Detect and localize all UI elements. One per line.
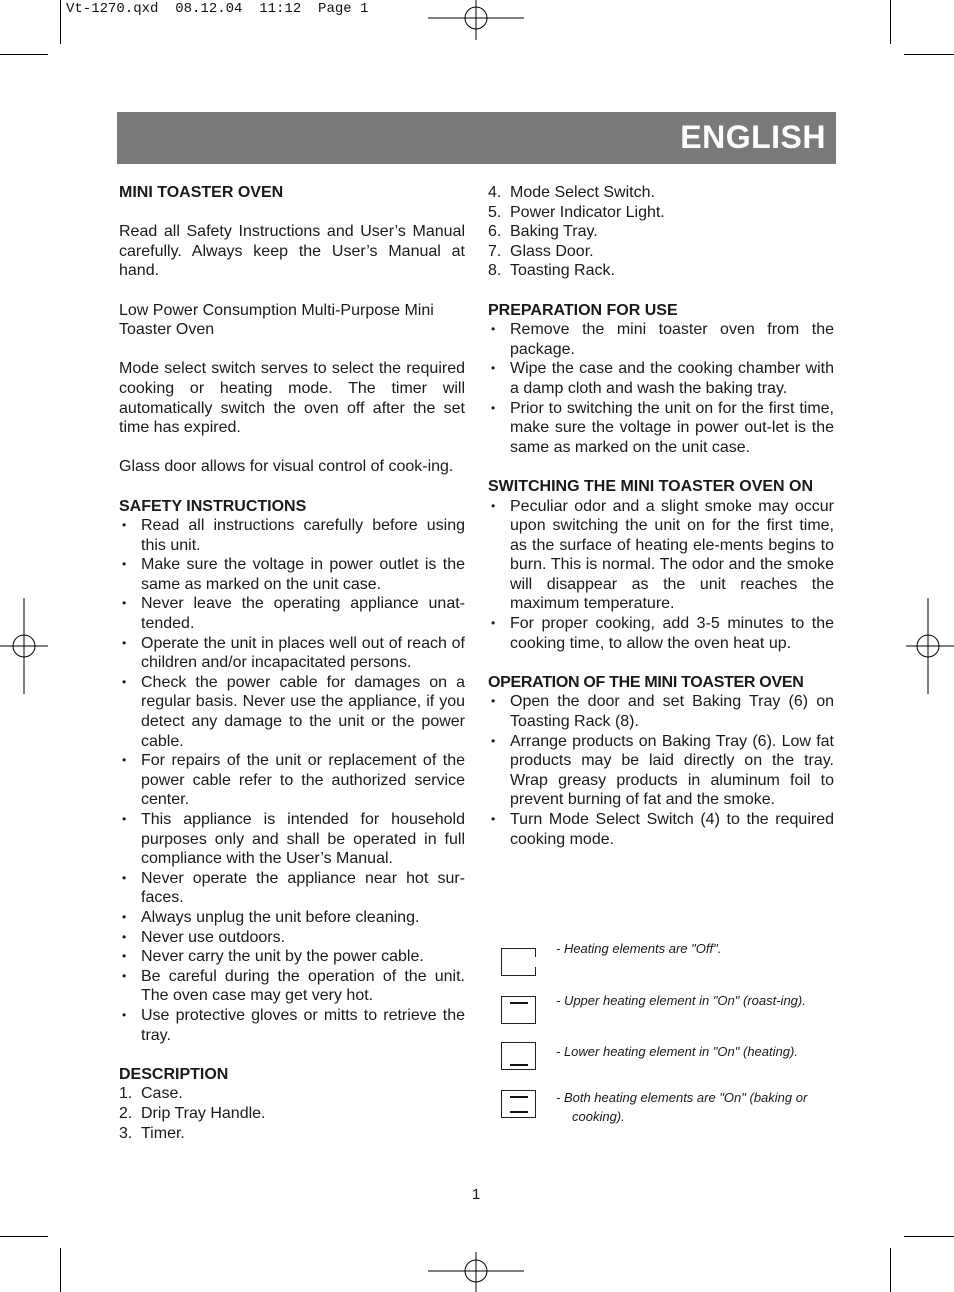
list-item: • For repairs of the unit or replacement of the power cable refer to the authorized service center. [119,751,465,810]
list-item: 7. Glass Door. [488,242,594,260]
list-item: 2. Drip Tray Handle. [119,1104,266,1122]
list-item: • Never use outdoors. [119,928,465,948]
crop-mark [904,1236,954,1237]
list-item: • Operate the unit in places well out of reach of children and/or incapacitated persons. [119,634,465,673]
list-item: • For proper cooking, add 3-5 minutes to the cooking time, to allow the oven heat up. [488,614,834,653]
language-banner [117,112,836,164]
intro-paragraph: Low Power Consumption Multi-Purpose Mini Toaster Oven [119,301,434,339]
banner-title: ENGLISH [680,119,826,155]
operation-heading: OPERATION OF THE MINI TOASTER OVEN [488,673,804,691]
operation-list [488,692,834,849]
list-item: • Turn Mode Select Switch (4) to the required cooking mode. [488,810,834,849]
preparation-list [488,320,834,457]
crop-mark [904,54,954,55]
left-column [119,183,465,1143]
registration-mark-right [906,598,954,694]
list-item: 6. Baking Tray. [488,223,598,241]
list-item: • Make sure the voltage in power outlet is the same as marked on the unit case. [119,555,465,594]
section-title: MINI TOASTER OVEN [119,184,284,201]
crop-mark [890,1248,891,1292]
list-item: • Never carry the unit by the power cable. [119,947,465,967]
list-item: • Be careful during the operation of the unit. The oven case may get very hot. [119,967,465,1006]
mode-description: - Upper heating element in "On" (roast-ing). [556,993,806,1008]
switching-heading: SWITCHING THE MINI TOASTER OVEN ON [488,477,814,495]
intro-paragraph: Read all Safety Instructions and User’s Manual carefully. Always keep the User’s Manual at hand. [119,223,465,280]
mode-description: - Lower heating element in "On" (heating). [556,1044,798,1059]
list-item: 8. Toasting Rack. [488,262,615,280]
list-item: • Arrange products on Baking Tray (6). Low fat products may be laid directly on the tray. Wrap greasy products in aluminum foil to prevent burning of fat and the smoke. [488,732,834,810]
crop-mark [60,0,61,44]
list-item: • Read all instructions carefully before using this unit. [119,516,465,555]
description-list-continued [488,183,834,281]
list-item: • Never operate the appliance near hot sur-faces. [119,869,465,908]
mode-lower-icon [501,1042,536,1070]
list-item: • Check the power cable for damages on a regular basis. Never use the appliance, if you detect any damage to the unit or the power cable. [119,673,465,751]
mode-description: - Heating elements are "Off". [556,941,722,956]
safety-heading: SAFETY INSTRUCTIONS [119,497,307,515]
intro-paragraph: Glass door allows for visual control of cook-ing. [119,458,454,476]
list-item: 4. Mode Select Switch. [488,184,655,201]
list-item: • Peculiar odor and a slight smoke may occur upon switching the unit on for the first time, as the surface of heating ele-ments begins to burn. This is normal. The odor and the smoke will disappear as the unit reaches the maximum temperature. [488,497,834,615]
crop-mark [0,1236,48,1237]
intro-paragraph: Mode select switch serves to select the required cooking or heating mode. The timer will automatically switch the oven off after the set time has expired. [119,360,465,437]
description-list [119,1084,465,1143]
registration-mark-top [428,0,524,40]
switching-list [488,497,834,654]
list-item: • Wipe the case and the cooking chamber with a damp cloth and wash the baking tray. [488,359,834,398]
list-item: • Remove the mini toaster oven from the package. [488,320,834,359]
list-item: • Open the door and set Baking Tray (6) on Toasting Rack (8). [488,692,834,731]
list-item: • Always unplug the unit before cleaning. [119,908,465,928]
mode-description: - Both heating elements are "On" (baking or cooking). [556,1090,808,1124]
right-column [488,183,834,849]
description-heading: DESCRIPTION [119,1065,229,1083]
list-item: • Prior to switching the unit on for the first time, make sure the voltage in power out-let is the same as marked on the unit case. [488,399,834,458]
mode-off-icon [501,948,536,976]
preparation-heading: PREPARATION FOR USE [488,301,678,319]
mode-both-icon [501,1090,536,1118]
page-number: 1 [472,1186,481,1203]
registration-mark-left [0,598,48,694]
mode-upper-icon [501,996,536,1024]
crop-mark [60,1248,61,1292]
print-slug: Vt-1270.qxd 08.12.04 11:12 Page 1 [66,1,369,17]
list-item: 1. Case. [119,1085,183,1103]
crop-mark [890,0,891,44]
list-item: 3. Timer. [119,1124,185,1142]
crop-mark [0,54,48,55]
list-item: • This appliance is intended for household purposes only and shall be operated in full compliance with the User’s Manual. [119,810,465,869]
safety-list [119,516,465,1045]
list-item: 5. Power Indicator Light. [488,203,665,221]
list-item: • Use protective gloves or mitts to retrieve the tray. [119,1006,465,1045]
list-item: • Never leave the operating appliance unat-tended. [119,594,465,633]
registration-mark-bottom [428,1252,524,1292]
